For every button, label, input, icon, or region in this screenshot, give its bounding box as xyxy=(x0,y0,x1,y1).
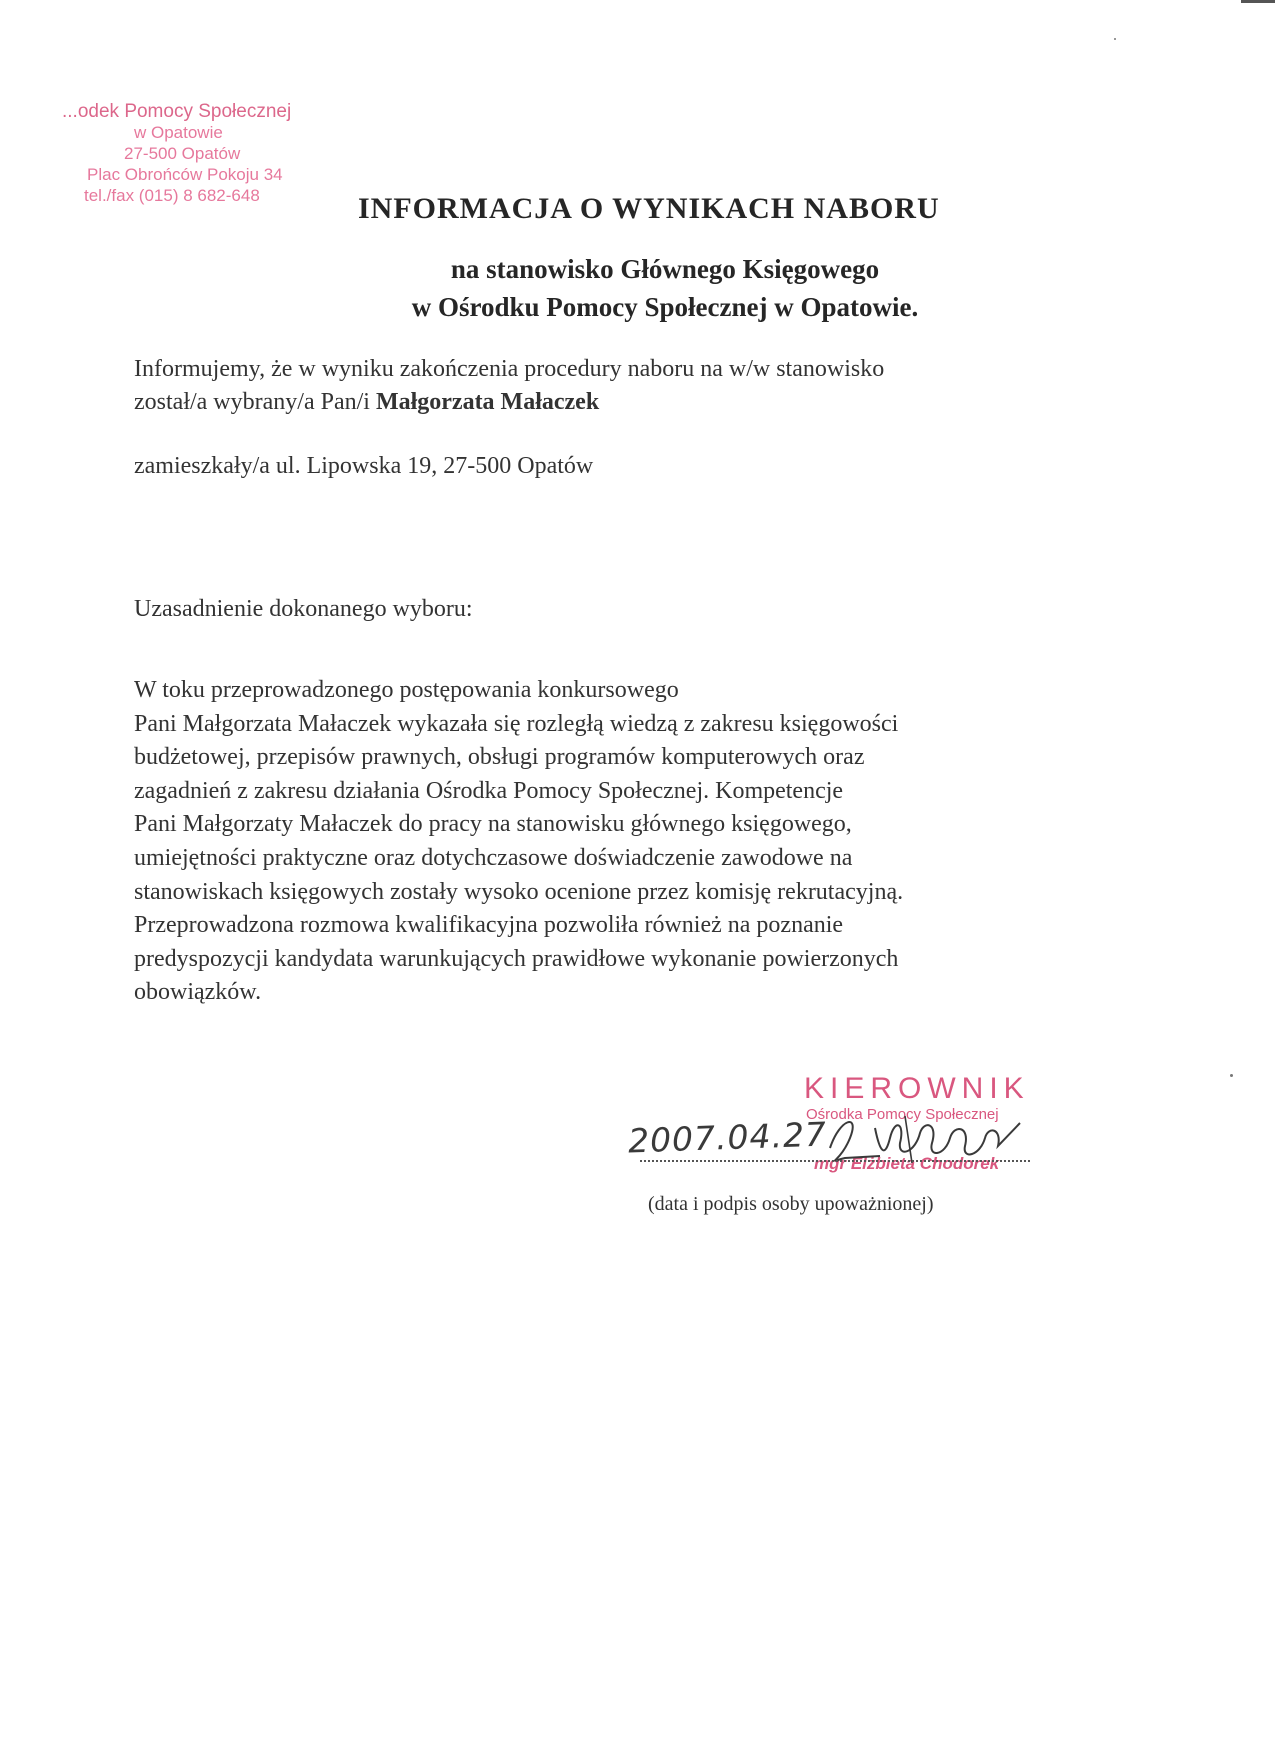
stamp-line: tel./fax (015) 8 682-648 xyxy=(84,186,260,205)
intro-prefix: został/a wybrany/a Pan/i xyxy=(134,389,376,415)
handwritten-signature xyxy=(820,1108,1040,1178)
scan-dust-dot xyxy=(1230,1074,1233,1077)
handwritten-date: 2007.04.27 xyxy=(627,1114,828,1161)
selected-candidate-name: Małgorzata Małaczek xyxy=(375,389,600,415)
justification-line: Przeprowadzona rozmowa kwalifikacyjna pozwoliła również na poznanie xyxy=(134,912,844,939)
justification-line: umiejętności praktyczne oraz dotychczasowe doświadczenie zawodowe na xyxy=(134,844,853,871)
candidate-address: zamieszkały/a ul. Lipowska 19, 27-500 Opatów xyxy=(134,453,594,479)
justification-line: predyspozycji kandydata warunkujących prawidłowe wykonanie powierzonych xyxy=(134,945,899,972)
subtitle-line: w Ośrodku Pomocy Społecznej w Opatowie. xyxy=(411,292,919,322)
intro-paragraph xyxy=(134,353,884,419)
justification-heading: Uzasadnienie dokonanego wyboru: xyxy=(134,596,473,622)
institution-stamp xyxy=(62,101,362,206)
document-subtitle xyxy=(340,250,990,326)
stamp-line: w Opatowie xyxy=(134,123,223,142)
stamp-title: KIEROWNIK xyxy=(804,1072,1030,1105)
document-title: INFORMACJA O WYNIKACH NABORU xyxy=(358,192,940,225)
justification-line: obowiązków. xyxy=(134,979,262,1006)
intro-line: Informujemy, że w wyniku zakończenia procedury naboru na w/w stanowisko xyxy=(134,356,885,382)
justification-line: budżetowej, przepisów prawnych, obsługi programów komputerowych oraz xyxy=(134,744,865,771)
scan-dust-dot xyxy=(1114,38,1116,40)
justification-line: zagadnień z zakresu działania Ośrodka Pomocy Społecznej. Kompetencje xyxy=(134,777,844,804)
justification-line: stanowiskach księgowych zostały wysoko ocenione przez komisję rekrutacyjną. xyxy=(134,878,904,905)
stamp-line: 27-500 Opatów xyxy=(124,144,241,163)
justification-line: Pani Małgorzata Małaczek wykazała się rozległą wiedzą z zakresu księgowości xyxy=(134,710,899,737)
signature-caption: (data i podpis osoby upoważnionej) xyxy=(648,1193,934,1215)
justification-line: Pani Małgorzaty Małaczek do pracy na stanowisku głównego księgowego, xyxy=(134,811,852,838)
stamp-org: Ośrodka Pomocy Społecznej xyxy=(806,1106,999,1123)
stamp-line: Plac Obrońców Pokoju 34 xyxy=(87,165,283,184)
subtitle-line: na stanowisko Głównego Księgowego xyxy=(450,254,880,284)
signature-dotted-line xyxy=(640,1160,1030,1162)
scan-edge-mark xyxy=(1241,0,1275,3)
justification-line: W toku przeprowadzonego postępowania konkursowego xyxy=(134,677,679,703)
stamp-name: mgr Elżbieta Chodorek xyxy=(814,1154,1000,1173)
justification-paragraph xyxy=(134,674,903,1010)
intro-line xyxy=(134,386,884,419)
stamp-line: ...odek Pomocy Społecznej xyxy=(62,101,292,122)
